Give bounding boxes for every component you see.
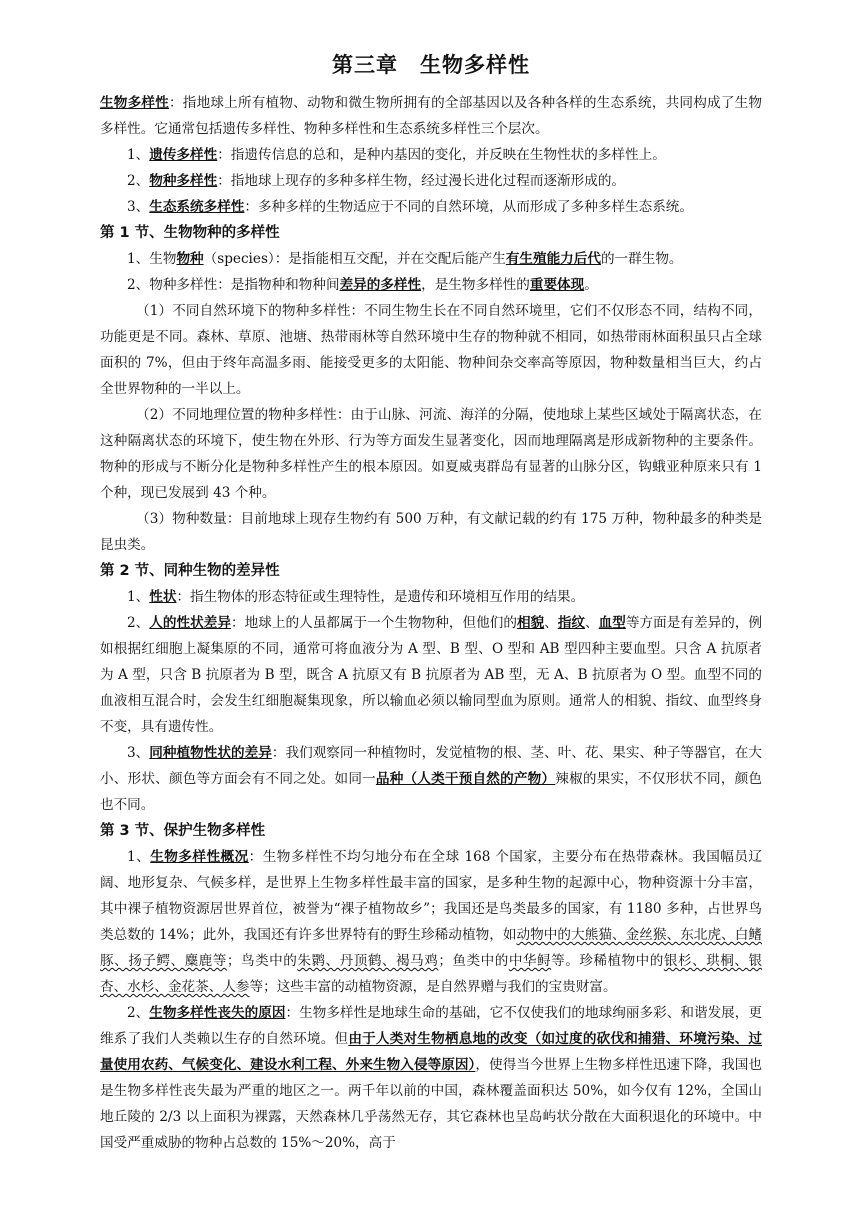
loss-causes: 由于人类对生物栖息地的改变（如过度的砍伐和捕猎、环境污染、过量使用农药、气候变化、建设水利工程、外来生物入侵等原因） — [100, 1031, 763, 1073]
section-1-paragraph-3: （1）不同自然环境下的物种多样性：不同生物生长在不同自然环境里，它们不仅形态不同，结构不同，功能更是不同。森林、草原、池塘、热带雨林等自然环境中生存的物种就不相同，如热带雨林面积虽只占全球面积的 7%，但由于终年高温多雨、能接受更多的太阳能、物种间杂交率高等原因，物种数量相当巨大，约占全世界物种的一半以上。 — [100, 303, 762, 397]
intro-item-1: 1、遗传多样性：指遗传信息的总和，是种内基因的变化，并反映在生物性状的多样性上。 — [127, 147, 666, 163]
section-3-paragraph-1: 1、生物多样性概况：生物多样性不均匀地分布在全球 168 个国家，主要分布在热带森林。我国幅员辽阔、地形复杂、气候多样，是世界上生物多样性最丰富的国家，是多种生物的起源中心，物种资源十分丰富，其中裸子植物资源居世界首位，被誉为“裸子植物故乡”；我国还是鸟类最多的国家，有 1180 多种，占世界鸟类总数的 14%；此外，我国还有许多世界特有的野生珍稀动植物，如动物中的大熊猫、金丝猴、东北虎、白鳍豚、扬子鳄、麋鹿等；鸟类中的朱鹮、丹顶鹤、褐马鸡；鱼类中的中华鲟等。珍稀植物中的银杉、珙桐、银杏、水杉、金花茶、人参等；这些丰富的动植物资源，是自然界赠与我们的宝贵财富。 — [100, 849, 763, 995]
term-species-diversity: 物种多样性 — [149, 173, 218, 189]
intro-paragraph: 生物多样性：指地球上所有植物、动物和微生物所拥有的全部基因以及各种各样的生态系统，共同构成了生物多样性。它通常包括遗传多样性、物种多样性和生态系统多样性三个层次。 — [100, 95, 763, 137]
plant-list: 银杉、珙桐、银杏、水杉、金花茶、人参 — [100, 953, 763, 995]
chapter-name: 生物多样性 — [420, 53, 530, 77]
chapter-title — [100, 50, 762, 80]
term-genetic-diversity: 遗传多样性 — [149, 147, 218, 163]
animal-list: 动物中的大熊猫、金丝猴、东北虎、白鳍豚、扬子鳄、麋鹿等 — [100, 927, 762, 969]
fish-list: 中华鲟 — [508, 953, 552, 969]
chapter-number: 第三章 — [332, 53, 398, 77]
section-1-paragraph-5: （3）物种数量：目前地球上现存生物约有 500 万种，有文献记载的约有 175 万种，物种最多的种类是昆虫类。 — [100, 511, 762, 553]
section-3-paragraph-2: 2、生物多样性丧失的原因：生物多样性是地球生命的基础，它不仅使我们的地球绚丽多彩、和谐发展，更维系了我们人类赖以生存的自然环境。但由于人类对生物栖息地的改变（如过度的砍伐和捕猎、环境污染、过量使用农药、气候变化、建设水利工程、外来生物入侵等原因），使得当今世界上生物多样性迅速下降，我国也是生物多样性丧失最为严重的地区之一。两千年以前的中国，森林覆盖面积达 50%，如今仅有 12%，全国山地丘陵的 2/3 以上面积为裸露，天然森林几乎荡然无存，其它森林也呈岛屿状分散在大面积退化的环境中。中国受严重威胁的物种占总数的 15%～20%，高于 — [100, 1005, 763, 1151]
intro-item-3: 3、生态系统多样性：多种多样的生物适应于不同的自然环境，从而形成了多种多样生态系统。 — [127, 199, 693, 215]
section-1-paragraph-1: 1、生物物种（species）：是指能相互交配，并在交配后能产生有生殖能力后代的一群生物。 — [127, 251, 683, 267]
bird-list: 朱鹮、丹顶鹤、褐马鸡 — [297, 953, 439, 969]
section-2-paragraph-1: 1、性状：指生物体的形态特征或生理特性，是遗传和环境相互作用的结果。 — [127, 589, 585, 605]
section-1-heading: 第 1 节、生物物种的多样性 — [100, 225, 280, 241]
section-1-paragraph-2: 2、物种多样性：是指物种和物种间差异的多样性，是生物多样性的重要体现。 — [127, 277, 598, 293]
section-1-paragraph-4: （2）不同地理位置的物种多样性：由于山脉、河流、海洋的分隔，使地球上某些区域处于隔离状态，在这种隔离状态的环境下，使生物在外形、行为等方面发生显著变化，因而地理隔离是形成新物种的主要条件。物种的形成与不断分化是物种多样性产生的根本原因。如夏威夷群岛有显著的山脉分区，钩蛾亚种原来只有 1 个种，现已发展到 43 个种。 — [100, 407, 762, 501]
section-2-paragraph-2: 2、人的性状差异：地球上的人虽都属于一个生物物种，但他们的相貌、指纹、血型等方面是有差异的，例如根据红细胞上凝集原的不同，通常可将血液分为 A 型、B 型、O 型和 AB 型四种主要血型。只含 A 抗原者为 A 型，只含 B 抗原者为 B 型，既含 A 抗原又有 B 抗原者为 AB 型，无 A、B 抗原者为 O 型。血型不同的血液相互混合时，会发生红细胞凝集现象，所以输血必须以输同型血为原则。通常人的相貌、指纹、血型终身不变，具有遗传性。 — [100, 615, 763, 735]
section-3-heading: 第 3 节、保护生物多样性 — [100, 823, 266, 839]
section-2-paragraph-3: 3、同种植物性状的差异：我们观察同一种植物时，发觉植物的根、茎、叶、花、果实、种子等器官，在大小、形状、颜色等方面会有不同之处。如同一品种（人类干预自然的产物）辣椒的果实，不仅形状不同，颜色也不同。 — [100, 745, 763, 813]
section-2-heading: 第 2 节、同种生物的差异性 — [100, 563, 280, 579]
term-biodiversity: 生物多样性 — [100, 95, 169, 111]
term-ecosystem-diversity: 生态系统多样性 — [149, 199, 245, 215]
intro-item-2: 2、物种多样性：指地球上现存的多种多样生物，经过漫长进化过程而逐渐形成的。 — [127, 173, 626, 189]
